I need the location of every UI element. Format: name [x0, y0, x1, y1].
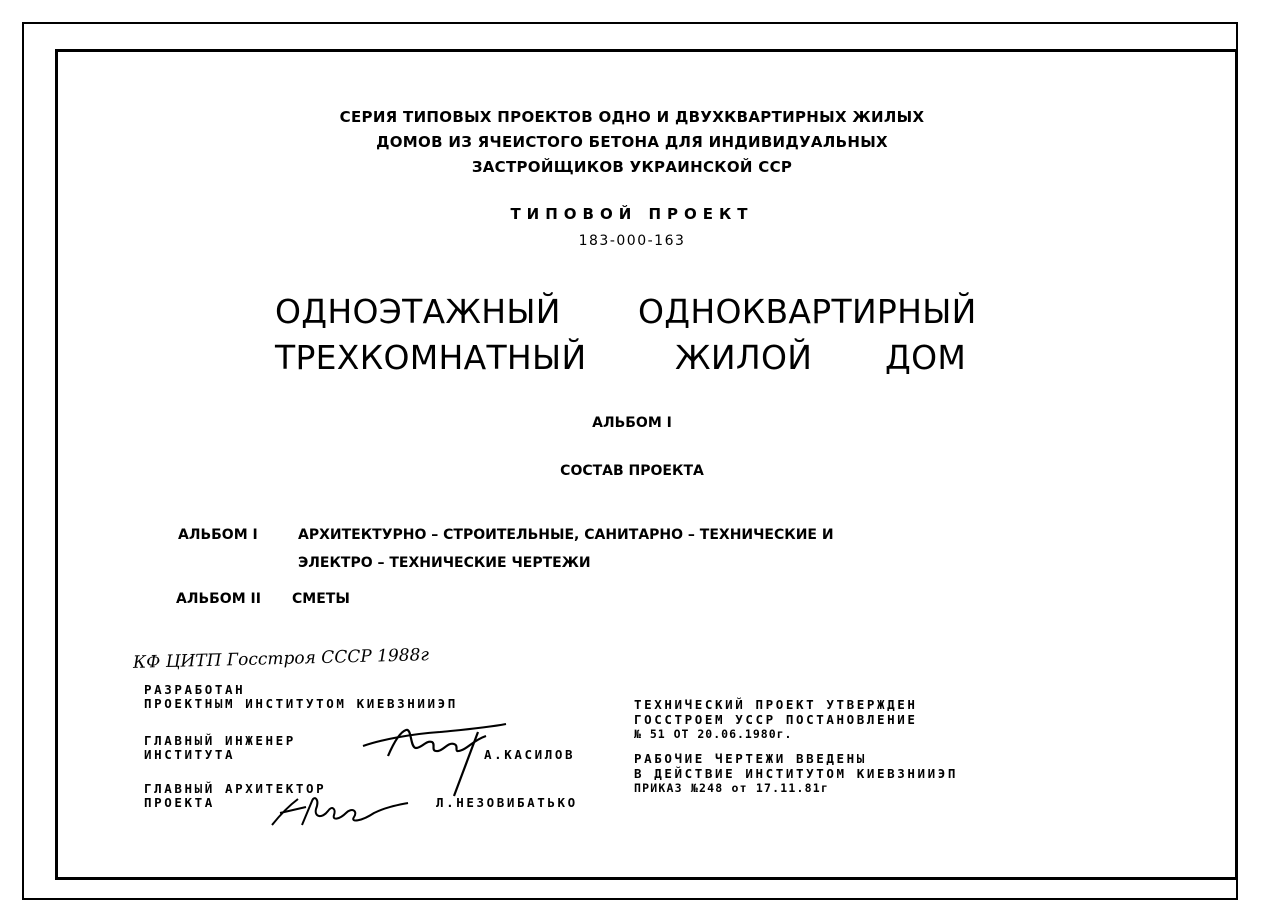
chief-architect-signature	[262, 785, 412, 835]
chief-architect-subtitle: ПРОЕКТА	[144, 795, 215, 810]
approval-line2: ГОССТРОЕМ УССР ПОСТАНОВЛЕНИЕ	[634, 712, 918, 727]
approval-line5: В ДЕЙСТВИЕ ИНСТИТУТОМ КИЕВЗНИИЭП	[634, 766, 959, 781]
series-line-1: СЕРИЯ ТИПОВЫХ ПРОЕКТОВ ОДНО И ДВУХКВАРТИРНЫХ ЖИЛЫХ	[339, 108, 925, 126]
title-line2-mid: ЖИЛОЙ	[675, 338, 813, 377]
chief-architect-title: ГЛАВНЫЙ АРХИТЕКТОР	[144, 781, 327, 796]
title-line2-left: ТРЕХКОМНАТНЫЙ	[275, 338, 587, 377]
title-line2-right: ДОМ	[885, 338, 967, 377]
chief-engineer-title: ГЛАВНЫЙ ИНЖЕНЕР	[144, 733, 296, 748]
album-heading: АЛЬБОМ I	[592, 415, 672, 431]
album-2-label: АЛЬБОМ II	[176, 591, 261, 607]
album-1-label: АЛЬБОМ I	[178, 527, 258, 543]
series-line-3: ЗАСТРОЙЩИКОВ УКРАИНСКОЙ ССР	[471, 158, 793, 176]
album-1-line2: ЭЛЕКТРО – ТЕХНИЧЕСКИЕ ЧЕРТЕЖИ	[298, 555, 591, 571]
project-number: 183-000-163	[578, 233, 686, 249]
title-line1-left: ОДНОЭТАЖНЫЙ	[275, 292, 561, 331]
approval-line4: РАБОЧИЕ ЧЕРТЕЖИ ВВЕДЕНЫ	[634, 751, 867, 766]
chief-architect-name: Л.НЕЗОВИБАТЬКО	[436, 795, 578, 810]
chief-engineer-name: А.КАСИЛОВ	[484, 747, 576, 762]
developer-line1: РАЗРАБОТАН	[144, 682, 246, 697]
handwritten-note: КФ ЦИТП Госстроя СССР 1988г	[132, 645, 430, 673]
project-label: ТИПОВОЙ ПРОЕКТ	[510, 205, 754, 223]
approval-line6: ПРИКАЗ №248 от 17.11.81г	[634, 781, 829, 795]
album-2-line1: СМЕТЫ	[292, 591, 350, 607]
approval-line1: ТЕХНИЧЕСКИЙ ПРОЕКТ УТВЕРЖДЕН	[634, 697, 918, 712]
chief-engineer-subtitle: ИНСТИТУТА	[144, 747, 236, 762]
series-line-2: ДОМОВ ИЗ ЯЧЕИСТОГО БЕТОНА ДЛЯ ИНДИВИДУАЛЬНЫХ	[376, 133, 888, 151]
composition-title: СОСТАВ ПРОЕКТА	[560, 463, 704, 479]
approval-line3: № 51 ОТ 20.06.1980г.	[634, 727, 793, 741]
title-line1-right: ОДНОКВАРТИРНЫЙ	[638, 292, 977, 331]
album-1-line1: АРХИТЕКТУРНО – СТРОИТЕЛЬНЫЕ, САНИТАРНО – ТЕХНИЧЕСКИЕ И	[298, 527, 834, 543]
developer-line2: ПРОЕКТНЫМ ИНСТИТУТОМ КИЕВЗНИИЭП	[144, 696, 458, 711]
